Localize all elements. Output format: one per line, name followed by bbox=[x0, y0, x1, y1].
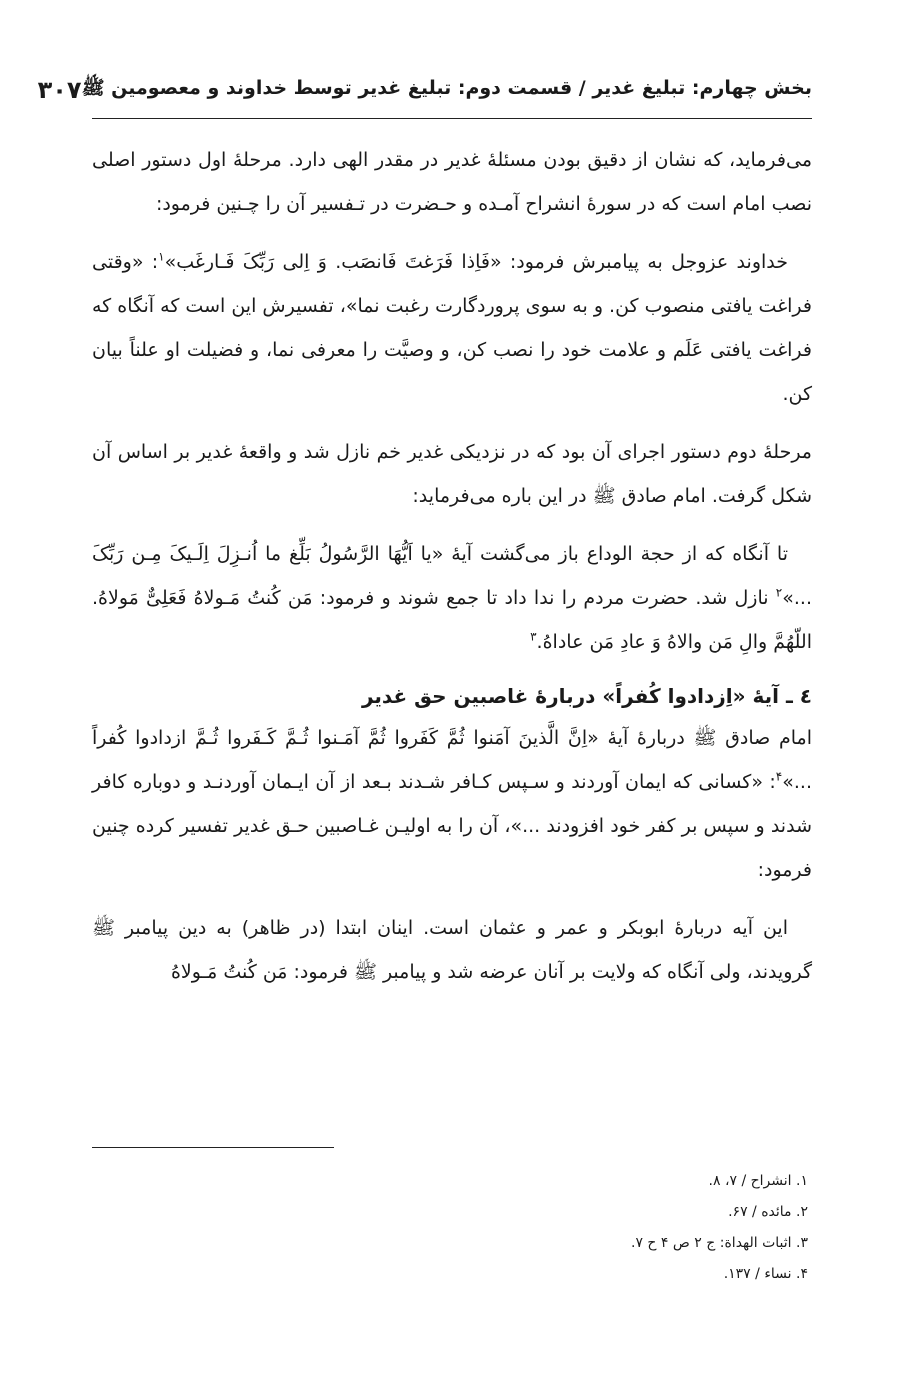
running-header-title: بخش چهارم: تبلیغ غدیر / قسمت دوم: تبلیغ غدیر توسط خداوند و معصومین ﷺ bbox=[81, 77, 812, 99]
main-text bbox=[92, 138, 812, 994]
running-header bbox=[37, 68, 812, 112]
footnote-item: ۲. مائده / ۶۷. bbox=[728, 1204, 808, 1220]
footnote-item: ۴. نساء / ۱۳۷. bbox=[723, 1266, 808, 1282]
paragraph-text: امام صادق ﷺ دربارۀ آیۀ «اِنَّ الَّذینَ آمَنوا ثُمَّ کَفَروا ثُمَّ آمَـنوا ثُـمَّ کَـفَروا ثُـمَّ ازدادوا کُفراً ...» bbox=[92, 727, 812, 793]
footnote-ref: ۳ bbox=[530, 629, 537, 644]
paragraph bbox=[92, 532, 812, 664]
page-number: ۳۰۷ bbox=[37, 76, 82, 104]
section-heading: ٤ ـ آیۀ «اِزدادوا کُفراً» دربارۀ غاصبین حق غدیر bbox=[361, 684, 812, 708]
quote-text: خداوند عزوجل به پیامبرش فرمود: «فَاِذا فَرَغتَ فَانصَب. وَ اِلی رَبِّکَ فَـارغَب» bbox=[164, 251, 788, 273]
paragraph: این آیه دربارۀ ابوبکر و عمر و عثمان است. اینان ابتدا (در ظاهر) به دین پیامبر ﷺ گرویدند، ولی آنگاه که ولایت بر آنان عرضه شد و پیامبر ﷺ فرمود: مَن کُنتُ مَـولاهُ bbox=[92, 917, 812, 983]
header-divider bbox=[92, 118, 812, 119]
footnote-ref: ۱ bbox=[158, 249, 165, 264]
paragraph: مرحلۀ دوم دستور اجرای آن بود که در نزدیکی غدیر خم نازل شد و واقعۀ غدیر بر اساس آن شکل گرفت. امام صادق ﷺ در این باره می‌فرماید: bbox=[92, 441, 812, 507]
footnote-item: ۳. اثبات الهداة: ج ۲ ص ۴ ح ۷. bbox=[631, 1235, 808, 1251]
quote-text: : «وقتی فراغت یافتی منصوب کن. و به سوی پروردگارت رغبت نما»، تفسیرش این است که آنگاه که فراغت یافتی عَلَم و علامت خود را نصب کن، و وصیَّت را معرفی نما، و فضیلت او علناً بیان کن. bbox=[92, 251, 812, 405]
paragraph: می‌فرماید، که نشان از دقیق بودن مسئلۀ غدیر در مقدر الهی دارد. مرحلۀ اول دستور اصلی نصب امام است که در سورۀ انشراح آمـده و حـضرت در تـفسیر آن را چـنین فرمود: bbox=[92, 149, 812, 215]
footnote-ref: ۴ bbox=[775, 769, 783, 784]
paragraph bbox=[92, 716, 812, 892]
quote-text: تا آنگاه که از حجة الوداع باز می‌گشت آیۀ «یا اَیُّهَا الرَّسُولُ بَلِّغ ما اُنـزِلَ اِلَـیکَ مِـن رَبِّکَ ...» bbox=[92, 543, 812, 609]
footnote-ref: ۲ bbox=[775, 585, 783, 600]
paragraph bbox=[92, 240, 812, 416]
book-page bbox=[37, 0, 812, 1390]
footnotes bbox=[92, 1166, 812, 1290]
quote-text: نازل شد. حضرت مردم را ندا داد تا جمع شوند و فرمود: مَن کُنتُ مَـولاهُ فَعَلِیٌّ مَولاهُ. اللّهُمَّ والِ مَن والاهُ وَ عادِ مَن عاداهُ. bbox=[92, 587, 812, 653]
footnote-item: ۱. انشراح / ۷، ۸. bbox=[708, 1173, 808, 1189]
footnote-divider bbox=[92, 1147, 334, 1148]
paragraph-text: : «کسانی که ایمان آوردند و سـپس کـافر شـدند بـعد از آن ایـمان آوردنـد و دوباره کافر شدند و سپس بر کفر خود افزودند ...»، آن را به اولیـن غـاصبین حـق غدیر تفسیر کرده چنین فرمود: bbox=[92, 771, 812, 881]
